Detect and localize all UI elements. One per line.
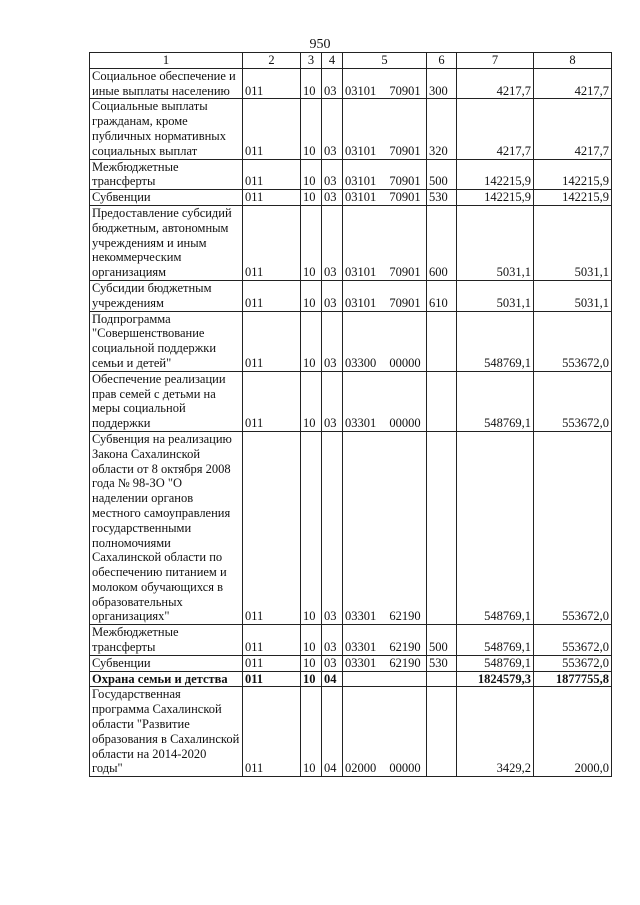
table-row	[90, 625, 612, 656]
table-row	[90, 99, 612, 159]
subsection-code: 03	[322, 99, 343, 159]
column-header: 6	[427, 53, 457, 69]
section-code: 10	[301, 687, 322, 777]
amount-col8: 553672,0	[534, 431, 612, 624]
amount-col8: 553672,0	[534, 311, 612, 371]
expense-type-code	[427, 671, 457, 687]
amount-col7: 1824579,3	[457, 671, 534, 687]
amount-col8: 142215,9	[534, 190, 612, 206]
expense-type-code: 320	[427, 99, 457, 159]
ministry-code: 011	[243, 431, 301, 624]
amount-col8: 2000,0	[534, 687, 612, 777]
ministry-code: 011	[243, 671, 301, 687]
target-code: 03101 70901	[343, 280, 427, 311]
target-code: 03101 70901	[343, 159, 427, 190]
target-code: 03301 62190	[343, 655, 427, 671]
section-code: 10	[301, 190, 322, 206]
section-code: 10	[301, 68, 322, 99]
subsection-code: 03	[322, 311, 343, 371]
ministry-code: 011	[243, 280, 301, 311]
amount-col8: 4217,7	[534, 68, 612, 99]
subsection-code: 03	[322, 159, 343, 190]
table-row	[90, 431, 612, 624]
column-header-row	[90, 53, 612, 69]
expense-type-code: 530	[427, 655, 457, 671]
ministry-code: 011	[243, 205, 301, 280]
amount-col7: 4217,7	[457, 68, 534, 99]
target-code: 03301 62190	[343, 625, 427, 656]
item-name: Обеспечение реализации прав семей с детьми на меры социальной поддержки	[90, 371, 243, 431]
amount-col8: 553672,0	[534, 625, 612, 656]
table-row	[90, 280, 612, 311]
section-code: 10	[301, 99, 322, 159]
column-header: 2	[243, 53, 301, 69]
item-name: Субвенция на реализацию Закона Сахалинской области от 8 октября 2008 года № 98-ЗО "О наделении органов местного самоуправления государственными полномочиями Сахалинской области по обеспечению питанием и молоком обучающихся в образовательных организациях"	[90, 431, 243, 624]
item-name: Субвенции	[90, 190, 243, 206]
ministry-code: 011	[243, 159, 301, 190]
table-row	[90, 655, 612, 671]
target-code: 02000 00000	[343, 687, 427, 777]
expense-type-code	[427, 371, 457, 431]
ministry-code: 011	[243, 99, 301, 159]
subsection-code: 04	[322, 671, 343, 687]
expense-type-code: 610	[427, 280, 457, 311]
expense-type-code: 500	[427, 159, 457, 190]
expense-type-code: 530	[427, 190, 457, 206]
column-header: 1	[90, 53, 243, 69]
target-code: 03101 70901	[343, 99, 427, 159]
column-header: 5	[343, 53, 427, 69]
ministry-code: 011	[243, 655, 301, 671]
item-name: Охрана семьи и детства	[90, 671, 243, 687]
expense-type-code	[427, 431, 457, 624]
column-header: 4	[322, 53, 343, 69]
amount-col7: 548769,1	[457, 311, 534, 371]
ministry-code: 011	[243, 311, 301, 371]
amount-col7: 548769,1	[457, 655, 534, 671]
table-row	[90, 371, 612, 431]
subsection-code: 03	[322, 625, 343, 656]
item-name: Социальное обеспечение и иные выплаты населению	[90, 68, 243, 99]
ministry-code: 011	[243, 625, 301, 656]
target-code: 03301 00000	[343, 371, 427, 431]
item-name: Субсидии бюджетным учреждениям	[90, 280, 243, 311]
item-name: Межбюджетные трансферты	[90, 159, 243, 190]
section-code: 10	[301, 205, 322, 280]
column-header: 8	[534, 53, 612, 69]
amount-col8: 1877755,8	[534, 671, 612, 687]
section-code: 10	[301, 655, 322, 671]
item-name: Социальные выплаты гражданам, кроме публичных нормативных социальных выплат	[90, 99, 243, 159]
ministry-code: 011	[243, 371, 301, 431]
page-number: 950	[309, 37, 331, 52]
column-header: 3	[301, 53, 322, 69]
item-name: Межбюджетные трансферты	[90, 625, 243, 656]
section-code: 10	[301, 625, 322, 656]
ministry-code: 011	[243, 190, 301, 206]
item-name: Подпрограмма "Совершенствование социальной поддержки семьи и детей"	[90, 311, 243, 371]
expense-type-code: 300	[427, 68, 457, 99]
amount-col7: 548769,1	[457, 431, 534, 624]
amount-col7: 4217,7	[457, 99, 534, 159]
column-header: 7	[457, 53, 534, 69]
amount-col7: 142215,9	[457, 190, 534, 206]
target-code: 03101 70901	[343, 205, 427, 280]
amount-col7: 548769,1	[457, 371, 534, 431]
table-row	[90, 68, 612, 99]
section-code: 10	[301, 671, 322, 687]
target-code	[343, 671, 427, 687]
section-code: 10	[301, 371, 322, 431]
amount-col7: 5031,1	[457, 205, 534, 280]
subsection-code: 03	[322, 431, 343, 624]
expense-type-code: 500	[427, 625, 457, 656]
section-code: 10	[301, 431, 322, 624]
section-code: 10	[301, 280, 322, 311]
subsection-code: 03	[322, 280, 343, 311]
amount-col8: 553672,0	[534, 655, 612, 671]
target-code: 03101 70901	[343, 68, 427, 99]
item-name: Предоставление субсидий бюджетным, автономным учреждениям и иным некоммерческим организациям	[90, 205, 243, 280]
subsection-code: 03	[322, 655, 343, 671]
subsection-code: 04	[322, 687, 343, 777]
subsection-code: 03	[322, 68, 343, 99]
section-code: 10	[301, 159, 322, 190]
amount-col8: 142215,9	[534, 159, 612, 190]
ministry-code: 011	[243, 68, 301, 99]
amount-col8: 5031,1	[534, 205, 612, 280]
expense-type-code: 600	[427, 205, 457, 280]
item-name: Субвенции	[90, 655, 243, 671]
ministry-code: 011	[243, 687, 301, 777]
table-row	[90, 687, 612, 777]
amount-col7: 142215,9	[457, 159, 534, 190]
amount-col8: 4217,7	[534, 99, 612, 159]
subsection-code: 03	[322, 371, 343, 431]
table-row	[90, 311, 612, 371]
table-row	[90, 205, 612, 280]
amount-col7: 548769,1	[457, 625, 534, 656]
table-row	[90, 159, 612, 190]
target-code: 03301 62190	[343, 431, 427, 624]
section-code: 10	[301, 311, 322, 371]
subsection-code: 03	[322, 205, 343, 280]
subsection-code: 03	[322, 190, 343, 206]
table-row	[90, 190, 612, 206]
amount-col7: 3429,2	[457, 687, 534, 777]
item-name: Государственная программа Сахалинской области "Развитие образования в Сахалинской области на 2014-2020 годы"	[90, 687, 243, 777]
target-code: 03300 00000	[343, 311, 427, 371]
amount-col8: 553672,0	[534, 371, 612, 431]
target-code: 03101 70901	[343, 190, 427, 206]
amount-col7: 5031,1	[457, 280, 534, 311]
table-row	[90, 671, 612, 687]
expense-type-code	[427, 311, 457, 371]
amount-col8: 5031,1	[534, 280, 612, 311]
budget-table	[89, 52, 612, 777]
expense-type-code	[427, 687, 457, 777]
